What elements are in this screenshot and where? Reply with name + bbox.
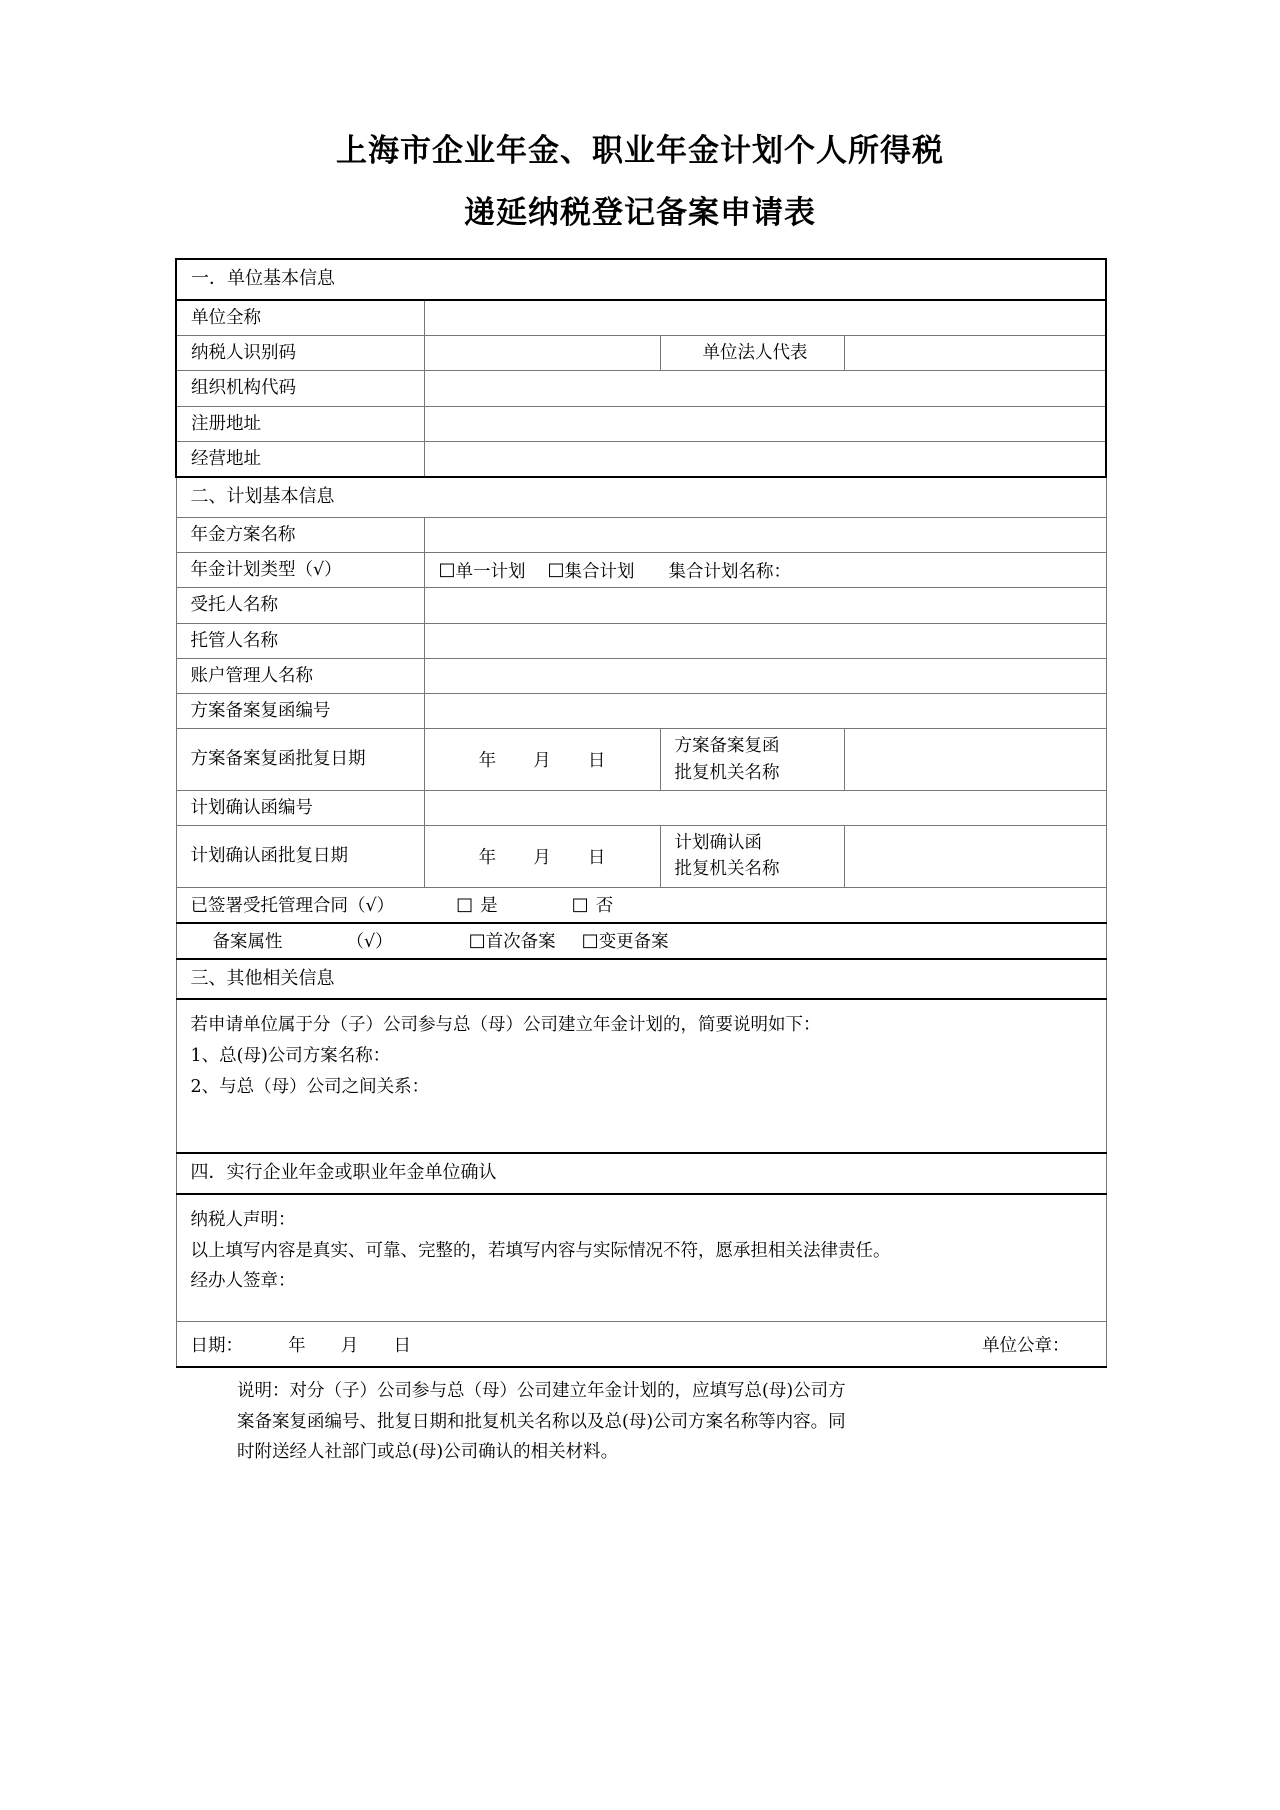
section2-heading-row (176, 477, 1106, 517)
label-unit-name (176, 300, 424, 336)
label-reg-address (176, 406, 424, 441)
label-confirm-letter-no-text: 计划确认函编号 (190, 797, 313, 818)
signature-date-year[interactable]: 年 (288, 1336, 306, 1357)
label-plan-name-text: 年金方案名称 (190, 524, 296, 545)
field-confirm-authority-value (845, 852, 1106, 860)
cell-signed-contract (176, 887, 1106, 923)
label-confirm-letter-date (176, 826, 424, 888)
field-filing-authority[interactable] (844, 729, 1106, 791)
row-filing-letter-no (176, 694, 1106, 729)
field-account-manager[interactable] (424, 658, 1106, 693)
label-custodian (176, 623, 424, 658)
label-custodian-text: 托管人名称 (190, 630, 278, 651)
label-account-manager-text: 账户管理人名称 (190, 665, 313, 686)
section3-body-cell[interactable] (176, 999, 1106, 1153)
section1-heading-row (176, 259, 1106, 300)
row-org-code (176, 371, 1106, 406)
section3-line-2: 1、总(母)公司方案名称： (190, 1046, 391, 1067)
confirm-letter-date-ymd (425, 844, 660, 869)
label-confirm-authority-line1: 计划确认函 (674, 833, 762, 854)
signature-line (177, 1332, 1106, 1366)
signature-date-group (191, 1332, 411, 1360)
label-filing-authority-line1: 方案备案复函 (674, 736, 780, 757)
field-legal-rep-value (845, 349, 1106, 357)
section2-heading-cell (176, 477, 1106, 517)
label-trustee (176, 588, 424, 623)
row-signed-contract (176, 887, 1106, 923)
signature-date-day[interactable]: 日 (393, 1336, 411, 1357)
footer-note-line-1: 说明：对分（子）公司参与总（母）公司建立年金计划的，应填写总(母)公司方 (237, 1381, 846, 1402)
label-filing-letter-no (176, 694, 424, 729)
checkbox-single-plan-icon[interactable]: □ (438, 559, 456, 581)
label-legal-rep-text: 单位法人代表 (702, 343, 808, 364)
section4-heading-row (176, 1153, 1106, 1194)
checkbox-collective-plan-label: 集合计划 (564, 561, 635, 582)
field-confirm-authority[interactable] (844, 826, 1106, 888)
row-biz-address (176, 441, 1106, 477)
declaration-title: 纳税人声明： (190, 1210, 296, 1231)
filing-date-month: 月 (533, 751, 551, 772)
document-title (0, 0, 1280, 236)
label-collective-plan-name: 集合计划名称： (668, 561, 792, 582)
cell-filing-attribute (176, 923, 1106, 959)
checkbox-collective-plan-icon[interactable]: □ (547, 559, 565, 581)
checkbox-single-plan-label: 单一计划 (455, 561, 526, 582)
field-reg-address[interactable] (424, 406, 1106, 441)
row-unit-name (176, 300, 1106, 336)
row-taxpayer-id (176, 336, 1106, 371)
section3-body-text (177, 1000, 1106, 1110)
label-trustee-text: 受托人名称 (190, 595, 278, 616)
form-table-wrapper (175, 258, 1105, 1368)
section3-heading-text: 三、其他相关信息 (190, 967, 335, 989)
field-confirm-letter-no-value (425, 804, 1106, 812)
label-filing-attribute: 备案属性 (212, 932, 283, 953)
field-legal-rep[interactable] (844, 336, 1106, 371)
checkbox-signed-yes-label: 是 (480, 896, 498, 917)
field-custodian-value (425, 637, 1106, 645)
label-biz-address-text: 经营地址 (191, 448, 261, 469)
section1-heading-cell (176, 259, 1106, 300)
declaration-body: 以上填写内容是真实、可靠、完整的，若填写内容与实际情况不符，愿承担相关法律责任。 (190, 1240, 891, 1261)
label-confirm-letter-no (176, 790, 424, 825)
filing-letter-date-ymd (425, 747, 660, 772)
checkbox-signed-yes-icon[interactable]: □ (456, 893, 474, 915)
label-signed-contract: 已签署受托管理合同（√） (190, 896, 395, 917)
field-account-manager-value (425, 672, 1106, 680)
agent-seal-label: 经办人签章： (190, 1271, 296, 1292)
field-trustee-value (425, 601, 1106, 609)
label-filing-authority (660, 729, 844, 791)
field-biz-address-value (425, 455, 1106, 463)
label-account-manager (176, 658, 424, 693)
label-org-code-text: 组织机构代码 (191, 378, 296, 399)
field-plan-name[interactable] (424, 517, 1106, 552)
checkbox-signed-no-icon[interactable]: □ (571, 893, 589, 915)
label-confirm-letter-date-text: 计划确认函批复日期 (190, 846, 348, 867)
field-taxpayer-id-value (425, 349, 660, 357)
checkbox-first-filing-label: 首次备案 (485, 932, 556, 953)
section1-heading-text: 一．单位基本信息 (191, 268, 335, 289)
field-filing-letter-date[interactable] (424, 729, 660, 791)
label-filing-authority-lines (661, 729, 844, 790)
label-biz-address (176, 441, 424, 477)
row-trustee (176, 588, 1106, 623)
checkbox-change-filing-label: 变更备案 (598, 932, 669, 953)
section4-body-cell[interactable] (176, 1194, 1106, 1322)
field-biz-address[interactable] (424, 441, 1106, 477)
company-seal-label: 单位公章： (982, 1336, 1070, 1357)
row-custodian (176, 623, 1106, 658)
checkbox-first-filing-icon[interactable]: □ (468, 929, 486, 951)
label-unit-name-text: 单位全称 (191, 307, 261, 328)
label-confirm-authority-lines (661, 826, 844, 887)
row-account-manager (176, 658, 1106, 693)
field-org-code[interactable] (424, 371, 1106, 406)
field-unit-name[interactable] (424, 300, 1106, 336)
footer-note-line-3: 时附送经人社部门或总(母)公司确认的相关材料。 (237, 1442, 619, 1463)
label-taxpayer-id-text: 纳税人识别码 (191, 343, 296, 364)
section3-line-1: 若申请单位属于分（子）公司参与总（母）公司建立年金计划的，简要说明如下： (190, 1015, 821, 1036)
section2-heading-text: 二、计划基本信息 (190, 486, 335, 508)
title-line-2: 递延纳税登记备案申请表 (464, 195, 816, 231)
label-plan-type (176, 553, 424, 588)
row-confirm-letter-date (176, 826, 1106, 888)
confirm-date-month: 月 (533, 847, 551, 868)
confirm-date-day: 日 (587, 847, 606, 868)
field-trustee[interactable] (424, 588, 1106, 623)
section3-heading-cell (176, 959, 1106, 1000)
section4-heading-cell (176, 1153, 1106, 1194)
field-custodian[interactable] (424, 623, 1106, 658)
row-reg-address (176, 406, 1106, 441)
section4-signature-row (176, 1322, 1106, 1368)
row-filing-letter-date (176, 729, 1106, 791)
field-confirm-letter-no[interactable] (424, 790, 1106, 825)
footer-note-line-2: 案备案复函编号、批复日期和批复机关名称以及总(母)公司方案名称等内容。同 (237, 1411, 846, 1432)
section3-body-row (176, 999, 1106, 1153)
label-filing-attribute-check: （√） (346, 932, 393, 953)
label-filing-letter-date (176, 729, 424, 791)
label-plan-name (176, 517, 424, 552)
field-filing-letter-no-value (425, 707, 1106, 715)
field-plan-type (424, 553, 1106, 588)
section3-heading-row (176, 959, 1106, 1000)
field-plan-name-value (425, 531, 1106, 539)
signature-date-month[interactable]: 月 (340, 1336, 359, 1357)
plan-type-options (425, 558, 1106, 583)
section3-line-3: 2、与总（母）公司之间关系： (190, 1076, 430, 1097)
label-org-code (176, 371, 424, 406)
label-filing-letter-date-text: 方案备案复函批复日期 (190, 749, 366, 770)
label-filing-authority-line2: 批复机关名称 (674, 762, 780, 783)
filing-attribute-row (177, 928, 1106, 953)
application-form-table (175, 258, 1107, 1368)
field-unit-name-value (425, 314, 1106, 322)
filing-date-year: 年 (478, 751, 497, 772)
row-confirm-letter-no (176, 790, 1106, 825)
signed-contract-row (177, 892, 1106, 917)
field-reg-address-value (425, 420, 1106, 428)
section4-declaration (177, 1195, 1106, 1305)
confirm-date-year: 年 (478, 847, 497, 868)
section4-body-row (176, 1194, 1106, 1322)
field-filing-letter-no[interactable] (424, 694, 1106, 729)
row-filing-attribute (176, 923, 1106, 959)
section4-heading-text: 四．实行企业年金或职业年金单位确认 (190, 1162, 497, 1184)
label-confirm-authority-line2: 批复机关名称 (674, 859, 780, 880)
field-taxpayer-id[interactable] (424, 336, 660, 371)
filing-date-day: 日 (587, 751, 606, 772)
row-plan-type (176, 553, 1106, 588)
checkbox-change-filing-icon[interactable]: □ (581, 929, 599, 951)
date-label: 日期： (190, 1336, 243, 1357)
label-reg-address-text: 注册地址 (191, 413, 261, 434)
field-org-code-value (425, 384, 1106, 392)
title-line-1: 上海市企业年金、职业年金计划个人所得税 (336, 133, 944, 169)
label-legal-rep (660, 336, 844, 371)
field-confirm-letter-date[interactable] (424, 826, 660, 888)
checkbox-signed-no-label: 否 (595, 896, 614, 917)
field-filing-authority-value (845, 756, 1106, 764)
label-taxpayer-id (176, 336, 424, 371)
label-plan-type-text: 年金计划类型（√） (190, 560, 342, 581)
label-filing-letter-no-text: 方案备案复函编号 (190, 701, 331, 722)
label-confirm-authority (660, 826, 844, 888)
row-plan-name (176, 517, 1106, 552)
section4-signature-cell (176, 1322, 1106, 1368)
footer-note (175, 1376, 1105, 1468)
